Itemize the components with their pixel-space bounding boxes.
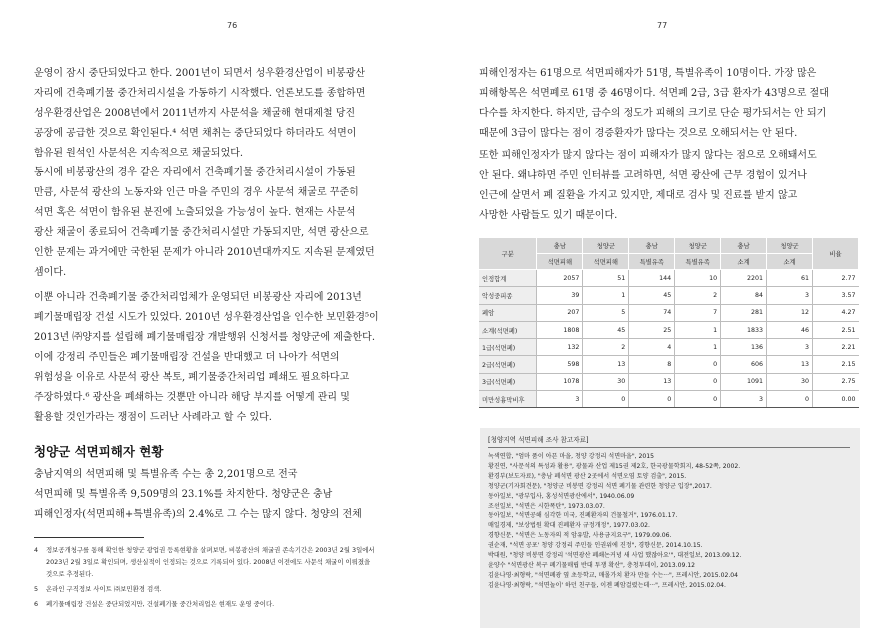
table-cell: 0 (675, 356, 721, 373)
table-cell: 0 (767, 391, 813, 408)
table-cell: 4 (629, 339, 675, 356)
table-header-row (479, 238, 859, 254)
table-cell: 2057 (537, 270, 583, 287)
table-cell: 84 (721, 287, 767, 304)
table-cell: 13 (583, 356, 629, 373)
table-header-cell: 비율 (812, 238, 858, 270)
table-cell: 2.51 (812, 321, 858, 338)
table-cell: 45 (629, 287, 675, 304)
table-cell: 1808 (537, 321, 583, 338)
table-cell: 10 (675, 270, 721, 287)
right-page (435, 0, 870, 638)
paragraph-2: 동시에 비봉광산의 경우 같은 자리에서 건축폐기물 중간처리시설이 가동된 만큼, 사문석 광산의 노동자와 인근 마을 주민의 경우 사문석 채굴로 꾸준히 석면 혹은 석면이 함유된 분진에 노출되었을 가능성이 높다. 현재는 사문석 광산 채굴이 종료되어 건축폐기물 중간처리시설만 가동되지만, 석면 광산으로 인한 문제는 과거에만 국한된 문제가 아니라 2010년대까지도 지속된 문제였던 셈이다. (34, 167, 375, 278)
table-cell: 51 (583, 270, 629, 287)
table-row (479, 373, 859, 390)
table-cell: 39 (537, 287, 583, 304)
table-cell: 8 (629, 356, 675, 373)
table-header-cell: 특별유족 (675, 254, 721, 270)
reference-item: 윤양수 "석면광산 복구 폐기물매립 반대 투쟁 확산", 충청투데이, 2013.09.12 (488, 561, 696, 569)
reference-title: [청양지역 석면피해 조사 참고자료] (488, 434, 850, 448)
table-cell: 3 (767, 287, 813, 304)
table-cell: 144 (629, 270, 675, 287)
reference-item: 김윤나영·최형락, "석면폐광 옆 초등학교, 매몰가치 환자 만들 수는···", 프레시안, 2015.02.04 (488, 571, 739, 579)
reference-item: 김윤나영·최형락, "석면놀이' 하던 친구들, 이젠 폐암걸렸는데···", 프레시안, 2015.02.04. (488, 581, 726, 589)
table-header-cell: 특별유족 (629, 254, 675, 270)
table-cell: 1091 (721, 373, 767, 390)
table-cell: 598 (537, 356, 583, 373)
table-row (479, 270, 859, 287)
paragraph-1: 운영이 잠시 중단되었다고 한다. 2001년이 되면서 성우환경산업이 비봉광산 자리에 건축폐기물 중간처리시설을 가동하기 시작했다. 언론보도를 종합하면 성우환경산업은 2008년에서 2011년까지 사문석을 채굴해 현대제철 당진 공장에 공급한 것으로 확인된다.⁴ 석면 채취는 중단되었다 하더라도 석면이 함유된 원석인 사문석은 지속적으로 채굴되었다. (34, 68, 366, 159)
table-cell: 7 (675, 304, 721, 321)
reference-item: 동아일보, "광부입사, 홍성석면광산에서", 1940.06.09 (488, 492, 635, 500)
table-cell: 606 (721, 356, 767, 373)
table-cell: 45 (583, 321, 629, 338)
table-header-cell: 청양군 (583, 238, 629, 254)
reference-item: 조선일보, "석면은 시한폭탄", 1973.03.07. (488, 502, 605, 510)
table-row-label: 악성중피종 (479, 287, 537, 304)
paragraph-3: 이뿐 아니라 건축폐기물 중간처리업체가 운영되던 비봉광산 자리에 2013년 폐기물매립장 건설 시도가 있었다. 2010년 성우환경산업을 인수한 보민환경⁵이 2013년 ㈜양지를 설립해 폐기물매립장 개발행위 신청서를 청양군에 제출한다. 이에 강정리 주민들은 폐기물매립장 건설을 반대했고 더 나아가 석면의 위험성을 이유로 사문석 광산 복토, 폐기물중간처리업 폐쇄도 필요하다고 주장하였다.⁶ 광산을 폐쇄하는 것뿐만 아니라 해당 부지를 어떻게 관리 및 활용할 것인가라는 쟁점이 드러난 사례라고 할 수 있다. (34, 292, 379, 423)
table-cell: 3 (537, 391, 583, 408)
table-cell: 74 (629, 304, 675, 321)
reference-item: 동아일보, "석면공해 심각한 미국, 진폐환자의 건물철거", 1976.01.17. (488, 512, 678, 520)
footnote-divider (34, 537, 144, 538)
reference-item: 청양군(기자회견문), "청양군 비봉면 강정리 석면 폐기물 관련한 청양군 입장",2017. (488, 482, 712, 490)
table-row (479, 339, 859, 356)
reference-item: 황진연, "사문석의 특성과 활용", 광물과 산업 제15권 제2호, 한국광물학회지, 48-52쪽, 2002. (488, 462, 741, 470)
table-cell: 5 (583, 304, 629, 321)
table-cell: 1833 (721, 321, 767, 338)
table-cell: 12 (767, 304, 813, 321)
table-cell: 0 (583, 391, 629, 408)
reference-item: 박대원, "청양 비봉면 강정리 '석면광산 폐쇄논커녕 새 사업 했잖아요'", 대전일보, 2013.09.12. (488, 552, 742, 560)
footnote-4: 4 정보공개청구를 통해 확인한 청양군 광업권 등록현황을 살펴보면, 비봉광산의 채굴권 존속기간은 2003년 2월 3일에서 2023년 2월 3일로 확인되며, 생산실적이 인정되는 것으로 기록되어 있다. 2008년 이전에도 사문석 채굴이 이뤄졌을 것으로 추정된다. (34, 546, 375, 578)
table-cell: 1 (675, 339, 721, 356)
table-row-label: 1급(석면폐) (479, 339, 537, 356)
table-cell: 0 (675, 391, 721, 408)
table-subheader-row (479, 254, 859, 270)
table-cell: 281 (721, 304, 767, 321)
table-row-label: 3급(석면폐) (479, 373, 537, 390)
table-cell: 2201 (721, 270, 767, 287)
table-cell: 13 (767, 356, 813, 373)
table-cell: 0 (675, 373, 721, 390)
table-header-cell: 충남 (629, 238, 675, 254)
table-cell: 0 (629, 391, 675, 408)
page-number: 77 (657, 21, 668, 30)
paragraph-1: 피해인정자는 61명으로 석면피해자가 51명, 특별유족이 10명이다. 가장 많은 피해항목은 석면폐로 61명 중 46명이다. 석면폐 2급, 3급 환자가 43명으로 절대 다수를 차지한다. 하지만, 급수의 정도가 피해의 크기로 단순 평가되서는 안 되기 때문에 3급이 많다는 점이 경증환자가 많다는 것으로 오해되서는 안 된다. (479, 68, 829, 139)
reference-item: 권순재, "석면 공포' 청양 강정리 주민들 인권위에 진정", 경향신문, 2014.10.15. (488, 542, 703, 550)
table-cell: 3.57 (812, 287, 858, 304)
table-cell: 207 (537, 304, 583, 321)
footnote-6: 6 폐기물매립장 건설은 중단되었지만, 건설폐기물 중간처리업은 현재도 운영 중이다. (34, 600, 275, 608)
table-cell: 25 (629, 321, 675, 338)
table-header-cell: 청양군 (767, 238, 813, 254)
table-cell: 1 (583, 287, 629, 304)
table-cell: 13 (629, 373, 675, 390)
table-cell: 30 (767, 373, 813, 390)
table-cell: 1 (675, 321, 721, 338)
reference-item: 환경부(보도자료), "충남 폐석면 광산 2곳에서 석면오염 토양 검출", 2015. (488, 472, 687, 480)
table-header-cell: 충남 (537, 238, 583, 254)
table-cell: 4.27 (812, 304, 858, 321)
paragraph-4: 충남지역의 석면피해 및 특별유족 수는 총 2,201명으로 전국 석면피해 및 특별유족 9,509명의 23.1%를 차지한다. 청양군은 충남 피해인정자(석면피해+특별유족)의 2.4%로 그 수는 많지 않다. 청양의 전체 (34, 469, 362, 520)
table-cell: 1078 (537, 373, 583, 390)
table-cell: 2.75 (812, 373, 858, 390)
table-cell: 2.15 (812, 356, 858, 373)
asbestos-victims-table (479, 238, 859, 408)
table-row (479, 321, 859, 338)
table-row (479, 287, 859, 304)
table-header-cell: 청양군 (675, 238, 721, 254)
table-row-label: 인정합계 (479, 270, 537, 287)
table-cell: 2 (583, 339, 629, 356)
reference-item: 매일경제, "보상법원 확대 진폐환자 규정개정", 1977.03.02. (488, 522, 650, 530)
reference-item: 경향신문, "석면은 노동자의 적 암유발, 사용금지요구", 1979.09.06. (488, 532, 672, 540)
table-cell: 0.00 (812, 391, 858, 408)
table-row-label: 폐암 (479, 304, 537, 321)
table-header-cell: 구분 (479, 238, 537, 270)
table-cell: 2.77 (812, 270, 858, 287)
table-row-label: 2급(석면폐) (479, 356, 537, 373)
reference-list (488, 452, 741, 591)
footnote-5: 5 온라인 구직정보 사이트 ㈜보민환경 검색. (34, 585, 162, 593)
table-row (479, 391, 859, 408)
table-header-cell: 소계 (721, 254, 767, 270)
table-cell: 3 (721, 391, 767, 408)
table-cell: 3 (767, 339, 813, 356)
paragraph-2: 또한 피해인정자가 많지 않다는 점이 피해자가 많지 않다는 점으로 오해돼서도 안 된다. 왜냐하면 주민 인터뷰를 고려하면, 석면 광산에 근무 경험이 있거나 인근에 살면서 폐 질환을 가지고 있지만, 제대로 검사 및 진료를 받지 않고 사망한 사람들도 있기 때문이다. (479, 150, 817, 221)
table-cell: 2.21 (812, 339, 858, 356)
reference-box (480, 428, 860, 628)
table-cell: 30 (583, 373, 629, 390)
table-cell: 132 (537, 339, 583, 356)
table-cell: 46 (767, 321, 813, 338)
table-header-cell: 충남 (721, 238, 767, 254)
table-cell: 136 (721, 339, 767, 356)
reference-item: 녹색연합, "엄마 품이 아픈 마을, 청양 강정리 석면마을", 2015 (488, 453, 655, 460)
table-row (479, 304, 859, 321)
table-row-label: 소계(석면폐) (479, 321, 537, 338)
table-cell: 2 (675, 287, 721, 304)
page-number: 76 (227, 21, 238, 30)
table-header-cell: 석면피해 (583, 254, 629, 270)
table-header-cell: 석면피해 (537, 254, 583, 270)
section-heading: 청양군 석면피해자 현황 (34, 444, 164, 459)
table-cell: 61 (767, 270, 813, 287)
table-row-label: 미만성흉막비후 (479, 391, 537, 408)
table-row (479, 356, 859, 373)
table-header-cell: 소계 (767, 254, 813, 270)
